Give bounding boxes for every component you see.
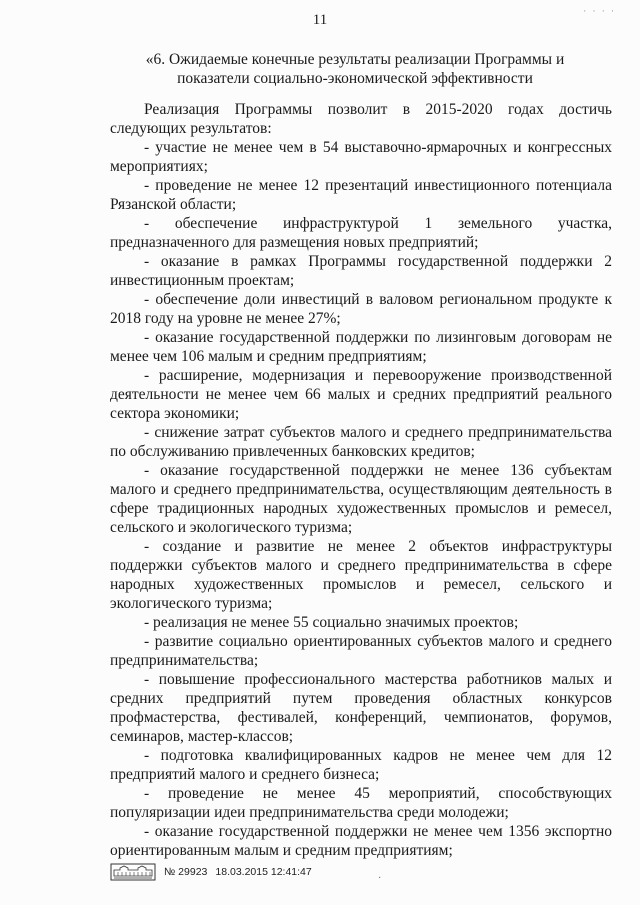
- corner-mark: · · · ·: [583, 6, 616, 16]
- building-stamp-icon: [110, 863, 156, 881]
- list-item: - оказание государственной поддержки не менее чем 1356 экспортно ориентированным малым и средним предприятиям;: [110, 823, 612, 859]
- list-item: - реализация не менее 55 социально значимых проектов;: [144, 614, 519, 631]
- document-footer: [110, 862, 312, 882]
- list-item: - участие не менее чем в 54 выставочно-ярмарочных и конгрессных мероприятиях;: [110, 139, 612, 175]
- list-item: - проведение не менее 12 презентаций инвестиционного потенциала Рязанской области;: [110, 177, 612, 213]
- list-item: - расширение, модернизация и перевооружение производственной деятельности не менее чем 66 малых и средних предприятий реального сектора экономики;: [110, 367, 612, 422]
- list-item: - развитие социально ориентированных субъектов малого и среднего предпринимательства;: [110, 633, 612, 669]
- intro-paragraph: Реализация Программы позволит в 2015-2020 годах достичь следующих результатов:: [110, 101, 612, 137]
- list-item: - оказание в рамках Программы государственной поддержки 2 инвестиционным проектам;: [110, 253, 612, 289]
- list-item: - повышение профессионального мастерства работников малых и средних предприятий путем проведения областных конкурсов профмастерства, фестивалей, конференций, чемпионатов, форумов, семинаров, мастер-классов;: [110, 671, 612, 745]
- page-number: 11: [312, 12, 328, 28]
- list-item: - подготовка квалифицированных кадров не менее чем для 12 предприятий малого и среднего бизнеса;: [110, 747, 612, 783]
- list-item: - оказание государственной поддержки не менее 136 субъектам малого и среднего предпринимательства, осуществляющим деятельность в сфере традиционных народных художественных промыслов и ремесел, сельского и экологического туризма;: [110, 462, 612, 536]
- list-item: - создание и развитие не менее 2 объектов инфраструктуры поддержки субъектов малого и среднего предпринимательства в сфере народных художественных промыслов и ремесел, сельского и экологического туризма;: [110, 538, 612, 612]
- document-id: № 29923: [164, 866, 208, 878]
- list-item: - обеспечение инфраструктурой 1 земельного участка, предназначенного для размещения новых предприятий;: [110, 215, 612, 251]
- stray-mark: ·: [378, 873, 382, 884]
- section-heading: [120, 50, 590, 88]
- heading-line-1: «6. Ожидаемые конечные результаты реализации Программы и: [145, 51, 565, 68]
- document-body: [110, 100, 612, 860]
- document-timestamp: 18.03.2015 12:41:47: [215, 866, 312, 878]
- list-item: - проведение не менее 45 мероприятий, способствующих популяризации идеи предпринимательства среди молодежи;: [110, 785, 612, 821]
- list-item: - снижение затрат субъектов малого и среднего предпринимательства по обслуживанию привлеченных банковских кредитов;: [110, 424, 612, 460]
- heading-line-2: показатели социально-экономической эффективности: [177, 70, 533, 87]
- list-item: - оказание государственной поддержки по лизинговым договорам не менее чем 106 малым и средним предприятиям;: [110, 329, 612, 365]
- list-item: - обеспечение доли инвестиций в валовом региональном продукте к 2018 году на уровне не менее 27%;: [110, 291, 612, 327]
